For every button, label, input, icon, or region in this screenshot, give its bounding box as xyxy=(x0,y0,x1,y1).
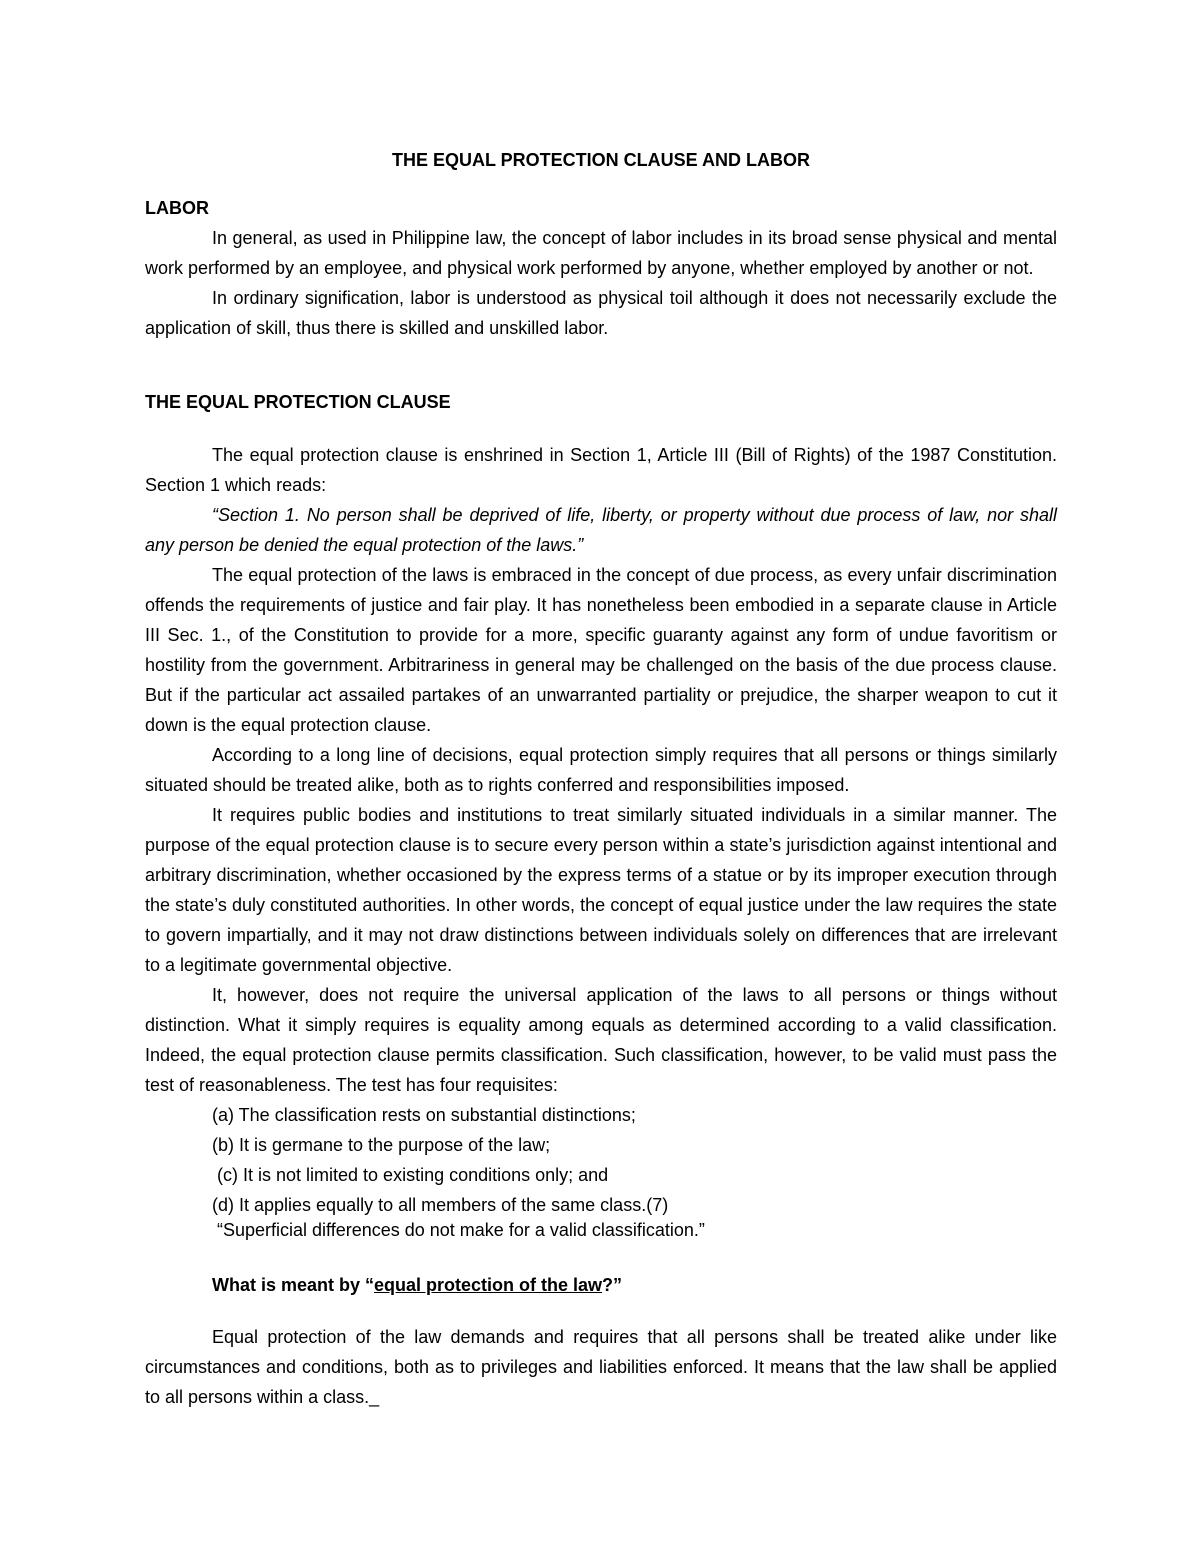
epc-intro-paragraph: The equal protection clause is enshrined in Section 1, Article III (Bill of Rights) of the 1987 Constitution. Section 1 which reads: xyxy=(145,445,1057,495)
labor-paragraph-1: In general, as used in Philippine law, the concept of labor includes in its broad sense physical and mental work performed by an employee, and physical work performed by anyone, whether employed by another or not. xyxy=(145,228,1057,278)
requisite-item xyxy=(145,1100,1057,1130)
requisite-marker: (d) xyxy=(212,1195,234,1215)
requisite-marker: (c) xyxy=(217,1165,238,1185)
requisite-item xyxy=(145,1160,1057,1190)
superficial-quote-block xyxy=(145,1215,1057,1245)
requisite-marker: (b) xyxy=(212,1135,234,1155)
meaning-heading-prefix: What is meant by “ xyxy=(212,1275,375,1295)
labor-paragraph-2: In ordinary signification, labor is understood as physical toil although it does not necessarily exclude the application of skill, thus there is skilled and unskilled labor. xyxy=(145,288,1057,338)
epc-paragraph-4: It, however, does not require the universal application of the laws to all persons or things without distinction. What it simply requires is equality among equals as determined according to a valid classification. Indeed, the equal protection clause permits classification. Such classification, however, to be valid must pass the test of reasonableness. The test has four requisites: xyxy=(145,985,1057,1095)
meaning-heading-link: equal protection of the law xyxy=(374,1275,603,1295)
requisite-item xyxy=(145,1130,1057,1160)
meaning-paragraph: Equal protection of the law demands and requires that all persons shall be treated alike under like circumstances and conditions, both as to privileges and liabilities enforced. It means that the law shall be applied to all persons within a class._ xyxy=(145,1327,1057,1407)
requisite-text: It is not limited to existing conditions only; and xyxy=(238,1165,609,1185)
requisite-text: It applies equally to all members of the same class. xyxy=(234,1195,647,1215)
superficial-quote: “Superficial differences do not make for a valid classification.” xyxy=(217,1220,705,1240)
document-title: THE EQUAL PROTECTION CLAUSE AND LABOR xyxy=(391,150,810,170)
labor-section xyxy=(145,193,1057,343)
requisite-text: It is germane to the purpose of the law; xyxy=(234,1135,551,1155)
meaning-section xyxy=(145,1270,1057,1300)
epc-body xyxy=(145,440,1057,1220)
meaning-heading-suffix: ?” xyxy=(602,1275,623,1295)
epc-paragraph-1: The equal protection of the laws is embraced in the concept of due process, as every unfair discrimination offends the requirements of justice and fair play. It has nonetheless been embodied in a separate clause in Article III Sec. 1., of the Constitution to provide for a more, specific guaranty against any form of undue favoritism or hostility from the government. Arbitrariness in general may be challenged on the basis of the due process clause. But if the particular act assailed partakes of an unwarranted partiality or prejudice, the sharper weapon to cut it down is the equal protection clause. xyxy=(145,565,1057,735)
epc-heading: THE EQUAL PROTECTION CLAUSE xyxy=(145,392,451,412)
meaning-heading xyxy=(145,1270,1057,1300)
requisite-marker: (a) xyxy=(212,1105,234,1125)
epc-paragraph-3: It requires public bodies and institutions to treat similarly situated individuals in a similar manner. The purpose of the equal protection clause is to secure every person within a state’s jurisdiction against intentional and arbitrary discrimination, whether occasioned by the express terms of a statue or by its improper execution through the state’s duly constituted authorities. In other words, the concept of equal justice under the law requires the state to govern impartially, and it may not draw distinctions between individuals solely on differences that are irrelevant to a legitimate governmental objective. xyxy=(145,805,1057,975)
epc-paragraph-2: According to a long line of decisions, equal protection simply requires that all persons or things similarly situated should be treated alike, both as to rights conferred and responsibilities imposed. xyxy=(145,745,1057,795)
requisite-text: The classification rests on substantial distinctions; xyxy=(234,1105,636,1125)
document-page xyxy=(145,0,1057,1553)
section-1-quote: “Section 1. No person shall be deprived of life, liberty, or property without due process of law, nor shall any person be denied the equal protection of the laws.” xyxy=(145,505,1057,555)
epc-section xyxy=(145,387,1057,417)
meaning-body xyxy=(145,1322,1057,1412)
labor-heading: LABOR xyxy=(145,198,209,218)
footnote-reference: (7) xyxy=(646,1195,669,1215)
